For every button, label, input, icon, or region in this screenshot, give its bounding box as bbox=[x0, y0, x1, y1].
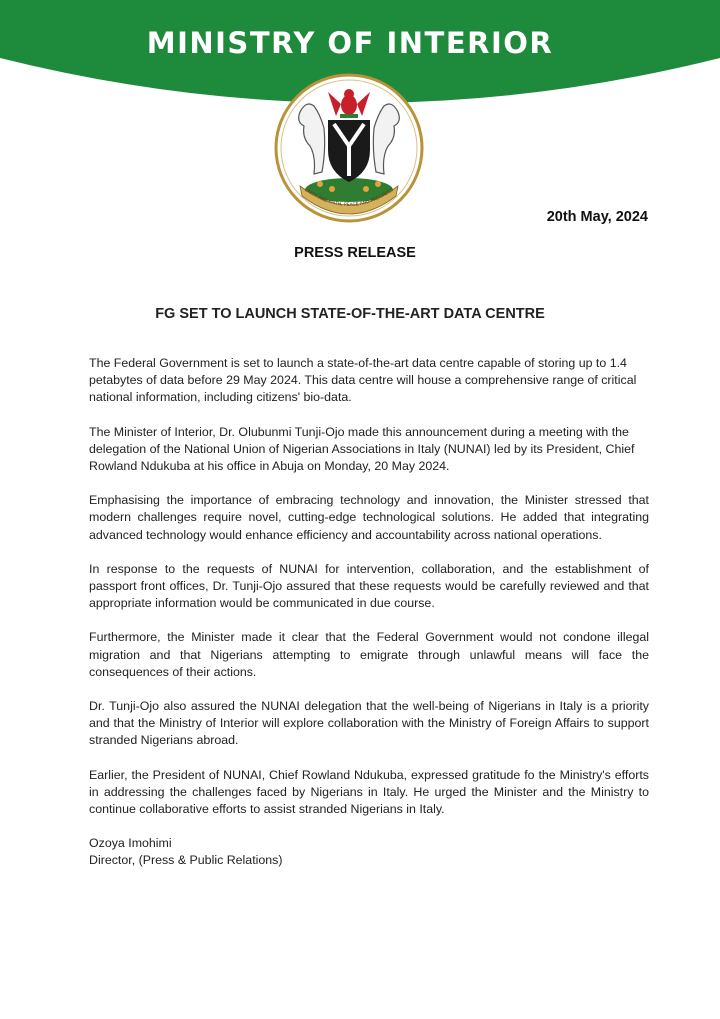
release-date: 20th May, 2024 bbox=[546, 209, 648, 225]
paragraph: The Minister of Interior, Dr. Olubunmi Tunji-Ojo made this announcement during a meeting with the delegation of the National Union of Nigerian Associations in Italy (NUNAI) led by its President, Chief Rowland Ndukuba at his office in Abuja on Monday, 20 May 2024. bbox=[89, 424, 635, 474]
signature-block bbox=[89, 835, 649, 869]
paragraph: Emphasising the importance of embracing technology and innovation, the Minister stressed that modern challenges require novel, cutting-edge technological solutions. He added that integrating advanced technology would enhance efficiency and accountability across national operations. bbox=[89, 493, 649, 542]
paragraph: Dr. Tunji-Ojo also assured the NUNAI delegation that the well-being of Nigerians in Italy is a priority and that the Ministry of Interior will explore collaboration with the Ministry of Foreign Affairs to support stranded Nigerians abroad. bbox=[89, 699, 649, 748]
headline: FG SET TO LAUNCH STATE-OF-THE-ART DATA CENTRE bbox=[155, 306, 545, 322]
paragraph: Furthermore, the Minister made it clear that the Federal Government would not condone illegal migration and that Nigerians attempting to emigrate through unlawful means will face the consequences of their actions. bbox=[89, 630, 649, 679]
motto-text: UNITY AND FAITH, PEACE AND PROGRESS bbox=[303, 187, 395, 209]
paragraph: Earlier, the President of NUNAI, Chief Rowland Ndukuba, expressed gratitude fo the Ministry's efforts in addressing the challenges faced by Nigerians in Italy. He urged the Minister and the Ministry to continue collaborative efforts to assist stranded Nigerians in Italy. bbox=[89, 767, 649, 817]
signatory-name: Ozoya Imohimi bbox=[89, 836, 172, 851]
ministry-title: MINISTRY OF INTERIOR bbox=[146, 26, 554, 60]
paragraph: In response to the requests of NUNAI for intervention, collaboration, and the establishment of passport front offices, Dr. Tunji-Ojo assured that these requests would be carefully reviewed and that appropriate information would be communicated in due course. bbox=[89, 561, 649, 611]
release-body bbox=[89, 355, 649, 870]
press-release-label: PRESS RELEASE bbox=[294, 245, 416, 261]
coat-of-arms-icon bbox=[270, 72, 428, 224]
signatory-title: Director, (Press & Public Relations) bbox=[89, 853, 283, 868]
paragraph: The Federal Government is set to launch a state-of-the-art data centre capable of storing up to 1.4 petabytes of data before 29 May 2024. This data centre will house a comprehensive range of critical national information, including citizens' bio-data. bbox=[89, 356, 637, 405]
